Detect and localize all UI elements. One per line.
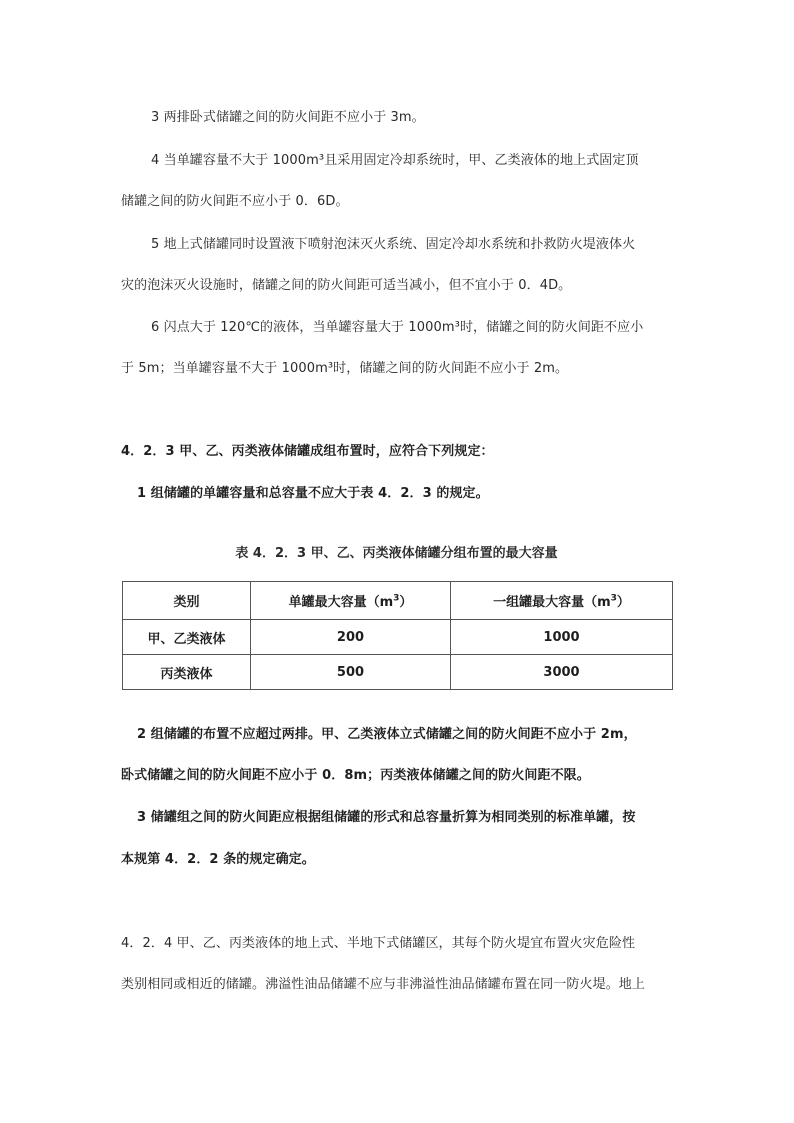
section-4-2-4-line2: 类别相同或相近的储罐。沸溢性油品储罐不应与非沸溢性油品储罐布置在同一防火堤。地上 bbox=[121, 977, 646, 992]
item-2-text-line1: 2 组储罐的布置不应超过两排。甲、乙类液体立式储罐之间的防火间距不应小于 2m， bbox=[137, 727, 637, 742]
table-caption: 表 4．2．3 甲、乙、丙类液体储罐分组布置的最大容量 bbox=[235, 546, 558, 561]
cell-group-capacity: 1000 bbox=[451, 620, 673, 655]
cell-group-capacity: 3000 bbox=[451, 655, 673, 690]
section-4-2-3-heading: 4．2．3 甲、乙、丙类液体储罐成组布置时，应符合下列规定： bbox=[121, 444, 494, 459]
section-4-2-4-line1: 4．2．4 甲、乙、丙类液体的地上式、半地下式储罐区，其每个防火堤宜布置火灾危险性 bbox=[121, 936, 636, 951]
cell-category: 甲、乙类液体 bbox=[123, 620, 251, 655]
clause-5-text-line1: 5 地上式储罐同时设置液下喷射泡沫灭火系统、固定冷却水系统和扑救防火堤液体火 bbox=[151, 237, 636, 252]
item-3-text-line2: 本规第 4．2．2 条的规定确定。 bbox=[121, 852, 315, 867]
cell-category: 丙类液体 bbox=[123, 655, 251, 690]
clause-6-text-line1: 6 闪点大于 120℃的液体，当单罐容量大于 1000m³时，储罐之间的防火间距不应小 bbox=[151, 320, 644, 335]
item-1-text: 1 组储罐的单罐容量和总容量不应大于表 4．2．3 的规定。 bbox=[137, 486, 489, 501]
header-group-tank-capacity: 一组罐最大容量$(m^3)$ bbox=[451, 582, 673, 620]
clause-4-text-line2: 储罐之间的防火间距不应小于 0．6D。 bbox=[121, 194, 349, 209]
table-row bbox=[123, 620, 673, 655]
item-3-text-line1: 3 储罐组之间的防火间距应根据组储罐的形式和总容量折算为相同类别的标准单罐，按 bbox=[137, 810, 636, 825]
capacity-table bbox=[122, 581, 673, 690]
cell-single-capacity: 200 bbox=[251, 620, 451, 655]
clause-3-text: 3 两排卧式储罐之间的防火间距不应小于 3m。 bbox=[151, 110, 425, 125]
table-header-row bbox=[123, 582, 673, 620]
item-2-text-line2: 卧式储罐之间的防火间距不应小于 0．8m；丙类液体储罐之间的防火间距不限。 bbox=[121, 768, 590, 783]
clause-6-text-line2: 于 5m；当单罐容量不大于 1000m³时，储罐之间的防火间距不应小于 2m。 bbox=[121, 361, 569, 376]
table-row bbox=[123, 655, 673, 690]
clause-5-text-line2: 灾的泡沫灭火设施时，储罐之间的防火间距可适当减小，但不宜小于 0．4D。 bbox=[121, 278, 572, 293]
header-single-tank-capacity: 单罐最大容量$(m^3)$ bbox=[251, 582, 451, 620]
header-category: 类别 bbox=[123, 582, 251, 620]
clause-4-text-line1: 4 当单罐容量不大于 1000m³且采用固定冷却系统时，甲、乙类液体的地上式固定顶 bbox=[151, 153, 639, 168]
cell-single-capacity: 500 bbox=[251, 655, 451, 690]
